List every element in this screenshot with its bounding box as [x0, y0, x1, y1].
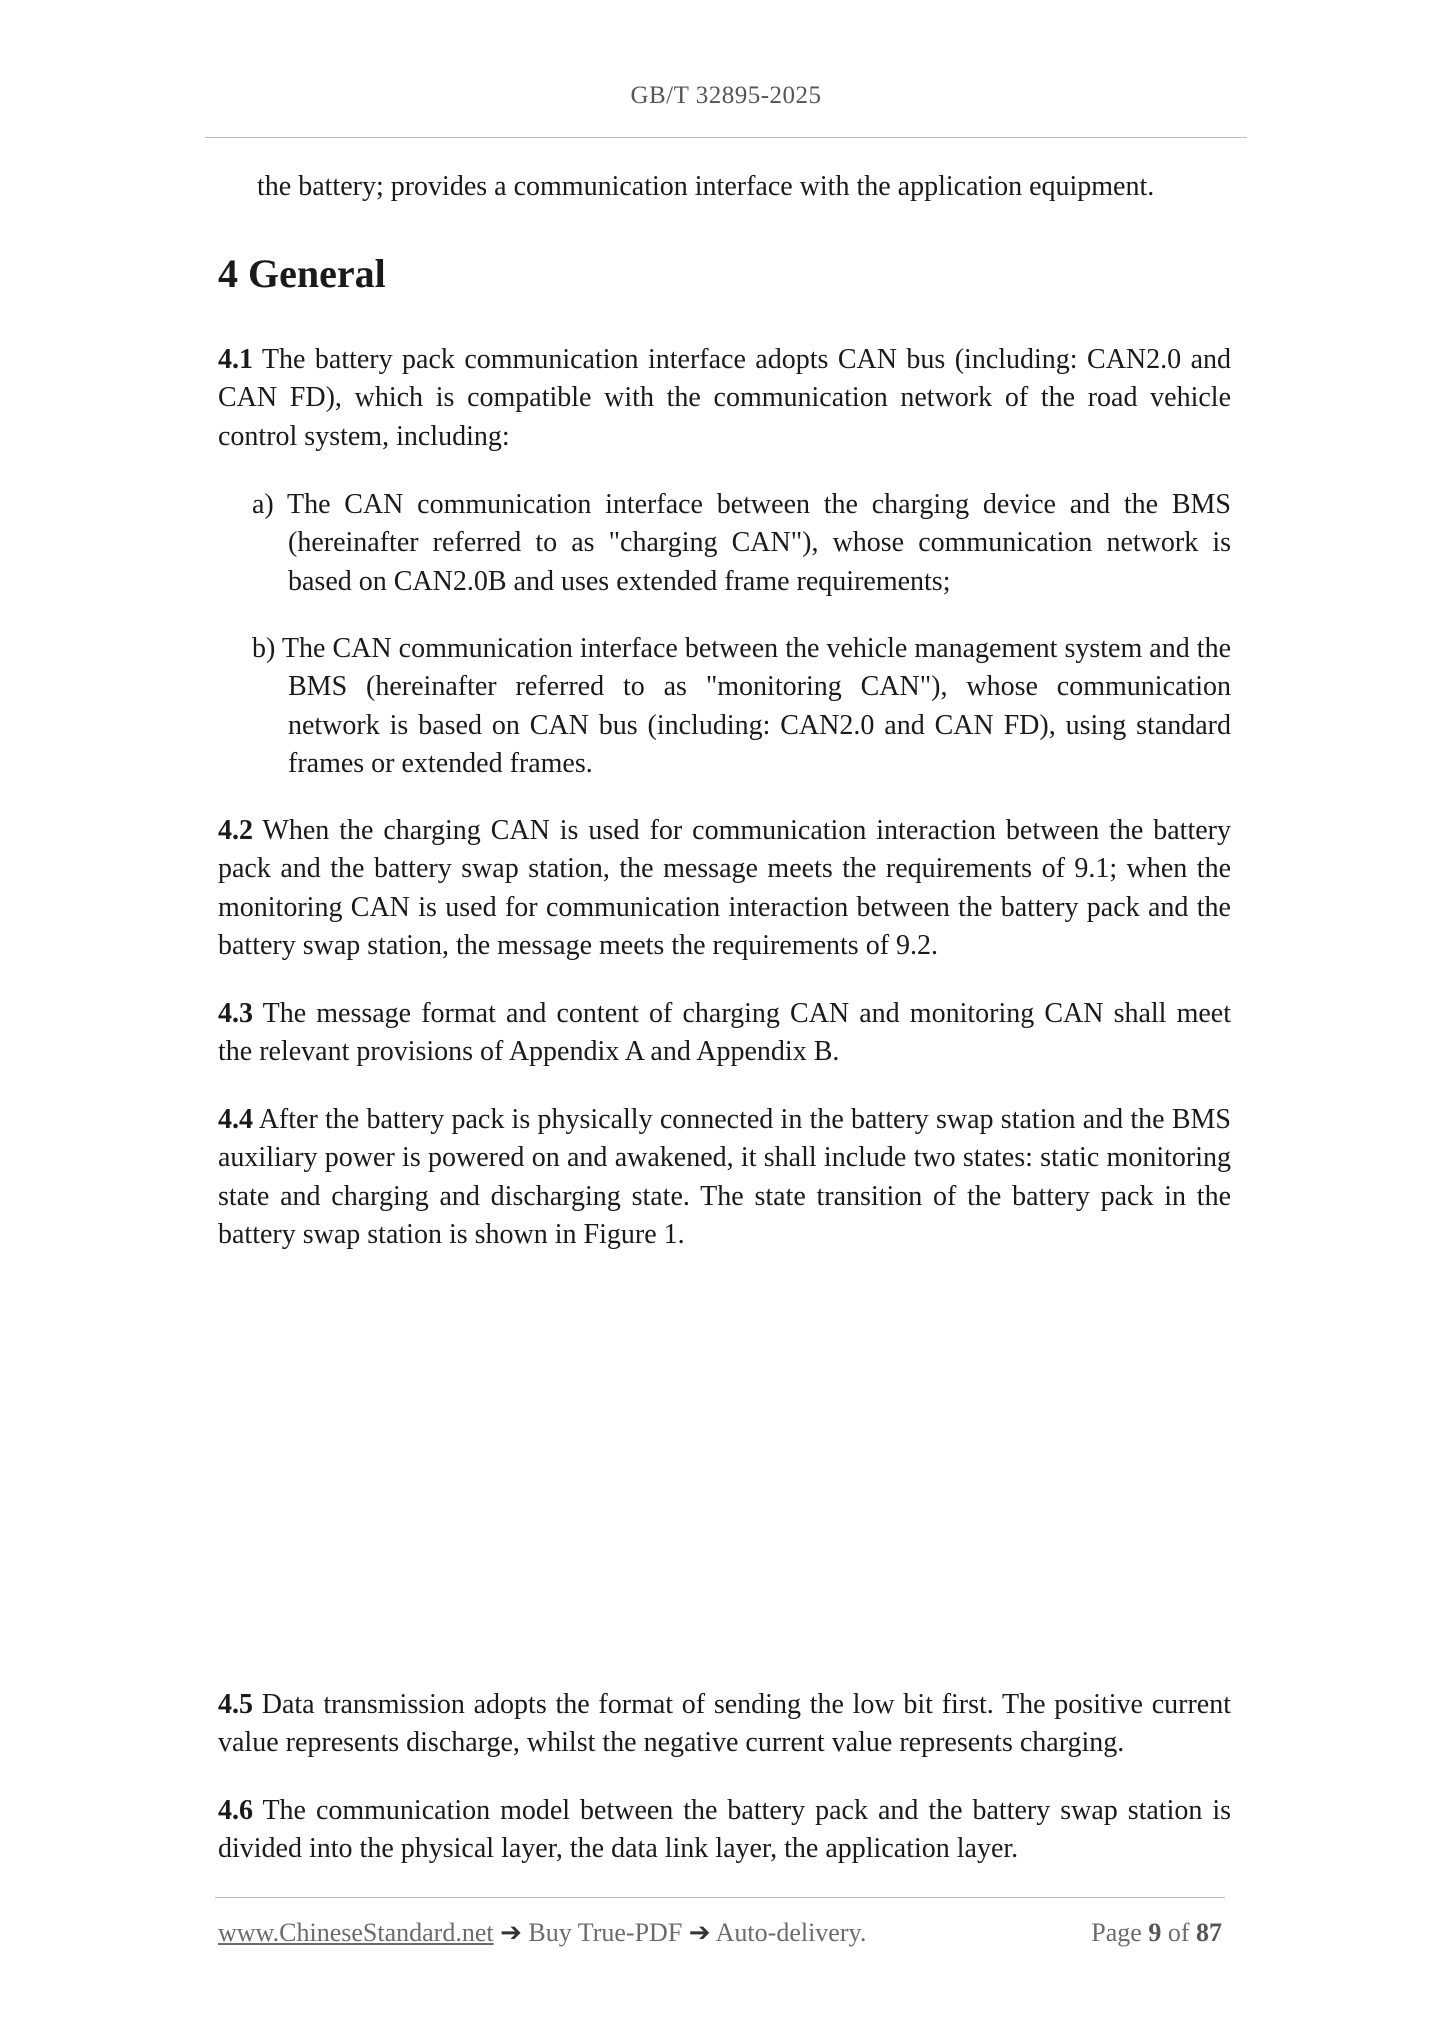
page-of-label: of: [1161, 1918, 1196, 1947]
list-item-b: b) The CAN communication interface between the vehicle management system and the BMS (hereinafter referred to as "monitoring CAN"), whose communication network is based on CAN bus (including: CAN2.0 and CAN FD), using standard frames or extended frames.: [252, 633, 1231, 779]
clause-text: When the charging CAN is used for communication interaction between the battery pack and the battery swap station, the message meets the requirements of 9.1; when the monitoring CAN is used for communication interaction between the battery pack and the battery swap station, the message meets the requirements of 9.2.: [218, 815, 1231, 961]
list-item-a: a) The CAN communication interface between the charging device and the BMS (hereinafter referred to as "charging CAN"), whose communication network is based on CAN2.0B and uses extended frame requirements;: [252, 489, 1231, 597]
clause-4-2: [218, 812, 1231, 965]
page-label: Page: [1091, 1918, 1149, 1947]
header-divider: [205, 137, 1247, 138]
clause-number: 4.5: [218, 1689, 253, 1720]
page-indicator: [1091, 1916, 1222, 1950]
clause-text: After the battery pack is physically connected in the battery swap station and the BMS auxiliary power is powered on and awakened, it shall include two states: static monitoring state and charging and discharging state. The state transition of the battery pack in the battery swap station is shown in Figure 1.: [218, 1104, 1231, 1250]
arrow-right-icon: ➔: [688, 1918, 711, 1947]
site-link[interactable]: www.ChineseStandard.net: [218, 1918, 494, 1947]
clause-4-5: [218, 1686, 1231, 1763]
continued-text: the battery; provides a communication interface with the application equipment.: [257, 171, 1155, 202]
buy-text: Buy True-PDF: [521, 1918, 689, 1947]
clause-4-1: [218, 341, 1231, 456]
running-header: GB/T 32895-2025: [630, 82, 822, 109]
footer-divider: [215, 1897, 1225, 1898]
clause-text: The message format and content of charging CAN and monitoring CAN shall meet the relevant provisions of Appendix A and Appendix B.: [218, 998, 1231, 1068]
page-total: 87: [1196, 1918, 1222, 1947]
clause-number: 4.3: [218, 998, 253, 1029]
clause-text: Data transmission adopts the format of sending the low bit first. The positive current value represents discharge, whilst the negative current value represents charging.: [218, 1689, 1231, 1759]
clause-4-6: [218, 1792, 1231, 1869]
clause-number: 4.6: [218, 1795, 253, 1826]
clause-number: 4.1: [218, 344, 253, 375]
arrow-right-icon: ➔: [500, 1918, 522, 1947]
clause-4-3: [218, 995, 1231, 1072]
delivery-text: Auto-delivery.: [710, 1918, 867, 1947]
clause-4-4: [218, 1101, 1231, 1254]
clause-text: The battery pack communication interface adopts CAN bus (including: CAN2.0 and CAN FD), which is compatible with the communication network of the road vehicle control system, including:: [218, 344, 1231, 452]
clause-number: 4.2: [218, 815, 253, 846]
page-number: 9: [1148, 1918, 1162, 1947]
section-heading: 4 General: [218, 251, 386, 296]
page-footer: [218, 1916, 1222, 1950]
clause-number: 4.4: [218, 1104, 253, 1135]
clause-text: The communication model between the battery pack and the battery swap station is divided into the physical layer, the data link layer, the application layer.: [218, 1795, 1231, 1865]
